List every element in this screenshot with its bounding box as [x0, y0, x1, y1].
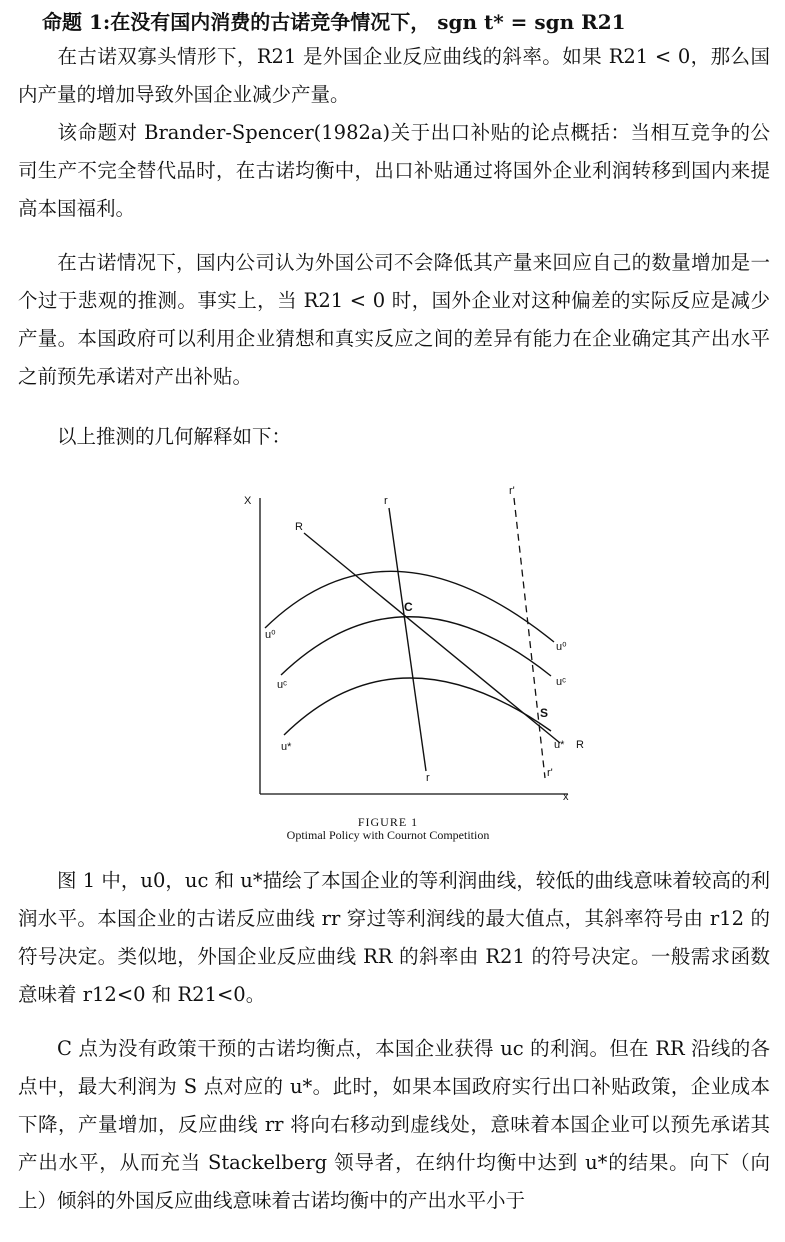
paragraph-3 [18, 244, 770, 396]
y-axis-label: X [244, 495, 252, 507]
r-prime-label-top: r' [509, 485, 515, 497]
figure-number: FIGURE 1 [357, 815, 419, 829]
reaction-curve-rr-shifted [514, 498, 545, 778]
u0-label-right: u⁰ [556, 641, 567, 653]
RR-label-bottom: R [576, 739, 584, 751]
ustar-label-left: u* [281, 741, 292, 753]
RR-label-top: R [295, 521, 303, 533]
paragraph-6-text: C 点为没有政策干预的古诺均衡点，本国企业获得 uc 的利润。但在 RR 沿线的各点中，最大利润为 S 点对应的 u*。此时，如果本国政府实行出口补贴政策，企业成本下降，产量增加，反应曲线 rr 将向右移动到虚线处，意味着本国企业可以预先承诺其产出水平，从而充当 Stackelberg 领导者，在纳什均衡中达到 u*的结果。向下（向上）倾斜的外国反应曲线意味着古诺均衡中的产出水平小于 [18, 1037, 770, 1212]
point-S-label: S [540, 706, 549, 720]
paragraph-1-text: 在古诺双寡头情形下，R21 是外国企业反应曲线的斜率。如果 R21 < 0，那么国内产量的增加导致外国企业减少产量。 [18, 45, 770, 106]
ustar-label-right: u* [554, 739, 565, 751]
paragraph-5-text: 图 1 中，u0，uc 和 u*描绘了本国企业的等利润曲线，较低的曲线意味着较高的利润水平。本国企业的古诺反应曲线 rr 穿过等利润线的最大值点，其斜率符号由 r12 的符号决定。类似地，外国企业反应曲线 RR 的斜率由 R21 的符号决定。一般需求函数意味着 r12<0 和 R21<0。 [18, 869, 770, 1006]
proposition-heading: 命题 1:在没有国内消费的古诺竞争情况下， sgn t* = sgn R21 [42, 10, 626, 34]
paragraph-4-text: 以上推测的几何解释如下： [57, 425, 292, 448]
paragraph-1 [18, 38, 770, 114]
figure-cournot-diagram [238, 478, 598, 808]
paragraph-3-text: 在古诺情况下，国内公司认为外国公司不会降低其产量来回应自己的数量增加是一个过于悲观的推测。事实上，当 R21 < 0 时，国外企业对这种偏差的实际反应是减少产量。本国政府可以利用企业猜想和真实反应之间的差异有能力在企业确定其产出水平之前预先承诺对产出补贴。 [18, 251, 770, 388]
paragraph-6 [18, 1030, 770, 1220]
u0-label-left: u⁰ [265, 629, 276, 641]
paragraph-2 [18, 114, 770, 228]
r-prime-label-bottom: r' [547, 767, 553, 779]
rr-label-bottom: r [426, 772, 430, 784]
point-C-label: C [404, 600, 413, 614]
rr-label-top: r [384, 495, 388, 507]
paragraph-5 [18, 862, 770, 1014]
uc-label-right: uᶜ [556, 676, 567, 688]
uc-label-left: uᶜ [277, 679, 288, 691]
figure-title: Optimal Policy with Cournot Competition [286, 828, 490, 842]
x-axis-label: x [563, 791, 569, 803]
paragraph-4 [18, 418, 770, 456]
paragraph-2-text: 该命题对 Brander-Spencer(1982a)关于出口补贴的论点概括：当相互竞争的公司生产不完全替代品时，在古诺均衡中，出口补贴通过将国外企业利润转移到国内来提高本国福利。 [18, 121, 770, 220]
reaction-curve-rr [389, 508, 426, 771]
